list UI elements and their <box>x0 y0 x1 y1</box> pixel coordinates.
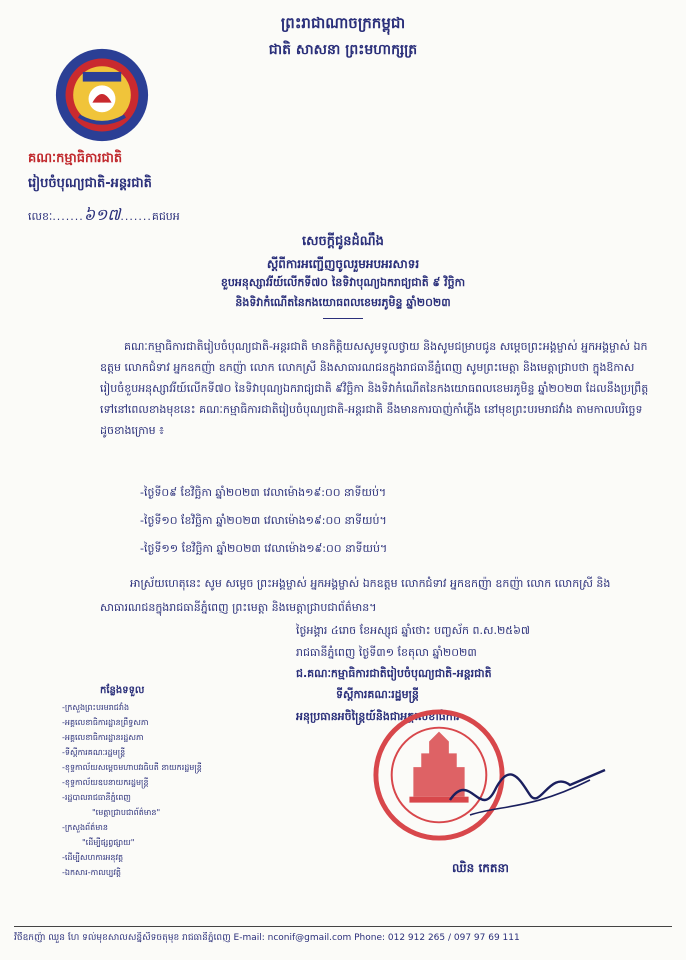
notice-subject-3: និងទិវាកំណើតនៃកងយោធពលខេមរភូមិន្ទ ឆ្នាំ២០២៣ <box>235 296 451 309</box>
org-name: គណៈកម្មាធិការជាតិ <box>28 151 123 166</box>
letter-no-label: លេខៈ <box>28 210 53 223</box>
list-item: -ក្រសួងព្រះបរមរាជវាំង <box>62 703 130 712</box>
list-item: "ដើម្បីផ្សព្វផ្សាយ" <box>82 838 135 847</box>
lunar-date: ថ្ងៃអង្គារ ៤រោច ខែអស្សុជ ឆ្នាំថោះ បញ្ចស័ក ព.ស.២៥៦៧ <box>296 624 530 637</box>
notice-subject-2: ខួបអនុស្សាវរីយ៍លើកទី៧០ នៃទិវាបុណ្យឯករាជ្យជាតិ ៩ វិច្ឆិកា <box>220 276 466 289</box>
signatory-unit: ទីស្តីការគណៈរដ្ឋមន្ត្រី <box>336 688 419 701</box>
signer-name: ឈិន កេតនា <box>452 861 509 875</box>
list-item: -អគ្គលេខាធិការដ្ឋានព្រឹទ្ធសភា <box>62 718 149 727</box>
schedule-item: -ថ្ងៃទី១០ ខែវិច្ឆិកា ឆ្នាំ២០២៣ វេលាម៉ោង១៩:០០ នាទីយប់។ <box>140 514 387 527</box>
letter-number: លេខៈ.......៦១៧.......គជបអ <box>28 205 180 224</box>
body-paragraph-1: គណៈកម្មាធិការជាតិរៀបចំបុណ្យជាតិ-អន្តរជាតិ មានកិត្តិយសសូមទូលថ្វាយ និងសូមជម្រាបជូន សម្តេចព្រះអង្គម្ចាស់ អ្នកអង្គម្ចាស់ ឯកឧត្តម លោកជំទាវ អ្នកឧកញ៉ា ឧកញ៉ា លោក លោកស្រី និងសាធារណជនក្នុងរាជធានីភ្នំពេញ សូមព្រះមេត្តា និងមេត្តាជ្រាបថា ក្នុងឱកាសរៀបចំខួបអនុស្សាវរីយ៍លើកទី៧០ នៃទិវាបុណ្យឯករាជ្យជាតិ ៩វិច្ឆិកា និងទិវាកំណើតនៃកងយោធពលខេមរភូមិន្ទ ឆ្នាំ២០២៣ ដែលនឹងប្រព្រឹត្តទៅនៅពេលខាងមុខនេះ គណៈកម្មាធិការជាតិរៀបចំបុណ្យជាតិ-អន្តរជាតិ នឹងមានការបាញ់កាំភ្លើង នៅមុខព្រះបរមរាជវាំង តាមកាលបរិច្ឆេទដូចខាងក្រោម ៖ <box>100 340 649 437</box>
list-item: -ខុទ្ទកាល័យសម្តេចមហាបវរធិបតី នាយករដ្ឋមន្ត្រី <box>62 763 202 772</box>
recipients-title: កន្លែងទទួល <box>100 685 145 696</box>
schedule-item: -ថ្ងៃទី០៩ ខែវិច្ឆិកា ឆ្នាំ២០២៣ វេលាម៉ោង១៩:០០ នាទីយប់។ <box>140 486 387 499</box>
list-item: -រដ្ឋបាលរាជធានីភ្នំពេញ <box>62 793 131 802</box>
list-item: -ដើម្បីសហការអនុវត្ត <box>62 853 124 862</box>
national-motto: ជាតិ សាសនា ព្រះមហាក្សត្រ <box>268 42 418 58</box>
signatory-role: អនុប្រធានអចិន្ត្រៃយ៍និងជាអគ្គលេខាធិការ <box>296 710 460 723</box>
recipients-list <box>62 700 202 880</box>
letter-no-suffix: គជបអ <box>151 210 180 223</box>
handwritten-signature <box>440 760 610 830</box>
footer-contact: វិថីឧកញ៉ា ឈួន ហែ ទល់មុខសាលសន្និសីទចតុមុខ រាជធានីភ្នំពេញ E-mail: nconif@gmail.com Phone: 012 912 265 / 097 97 69 111 <box>14 933 520 943</box>
footer-divider <box>14 926 672 927</box>
notice-title: សេចក្តីជូនដំណឹង <box>302 234 384 249</box>
list-item: -អគ្គលេខាធិការដ្ឋានរដ្ឋសភា <box>62 733 144 742</box>
list-item: "មេត្តាជ្រាបជាព័ត៌មាន" <box>92 808 161 817</box>
body-paragraph-2: អាស្រ័យហេតុនេះ សូម សម្តេច ព្រះអង្គម្ចាស់ អ្នកអង្គម្ចាស់ ឯកឧត្តម លោកជំទាវ អ្នកឧកញ៉ា ឧកញ៉ា លោក លោកស្រី និងសាធារណជនក្នុងរាជធានីភ្នំពេញ ព្រះមេត្តា និងមេត្តាជ្រាបជាព័ត៌មាន។ <box>100 577 611 614</box>
list-item: -ឯកសារ-កាលប្បវត្តិ <box>62 868 121 877</box>
notice-subject: ស្តីពីការអញ្ជើញចូលរួមអបអរសាទរ <box>266 257 420 271</box>
kingdom-heading: ព្រះរាជាណាចក្រកម្ពុជា <box>280 14 406 32</box>
committee-logo <box>54 47 150 143</box>
org-subtitle: រៀបចំបុណ្យជាតិ-អន្តរជាតិ <box>28 176 152 191</box>
letter-no-value: ៦១៧ <box>83 205 121 224</box>
solar-date: រាជធានីភ្នំពេញ ថ្ងៃទី៣១ ខែតុលា ឆ្នាំ២០២៣ <box>296 646 477 659</box>
list-item: -ខុទ្ទកាល័យឧបនាយករដ្ឋមន្ត្រី <box>62 778 149 787</box>
schedule-item: -ថ្ងៃទី១១ ខែវិច្ឆិកា ឆ្នាំ២០២៣ វេលាម៉ោង១៩:០០ នាទីយប់។ <box>140 542 388 555</box>
list-item: -ក្រសួងព័ត៌មាន <box>62 823 108 832</box>
signatory-org: ជ.គណៈកម្មាធិការជាតិរៀបចំបុណ្យជាតិ-អន្តរជាតិ <box>296 667 492 680</box>
title-divider <box>323 318 363 319</box>
list-item: -ទីស្តីការគណៈរដ្ឋមន្ត្រី <box>62 748 126 757</box>
